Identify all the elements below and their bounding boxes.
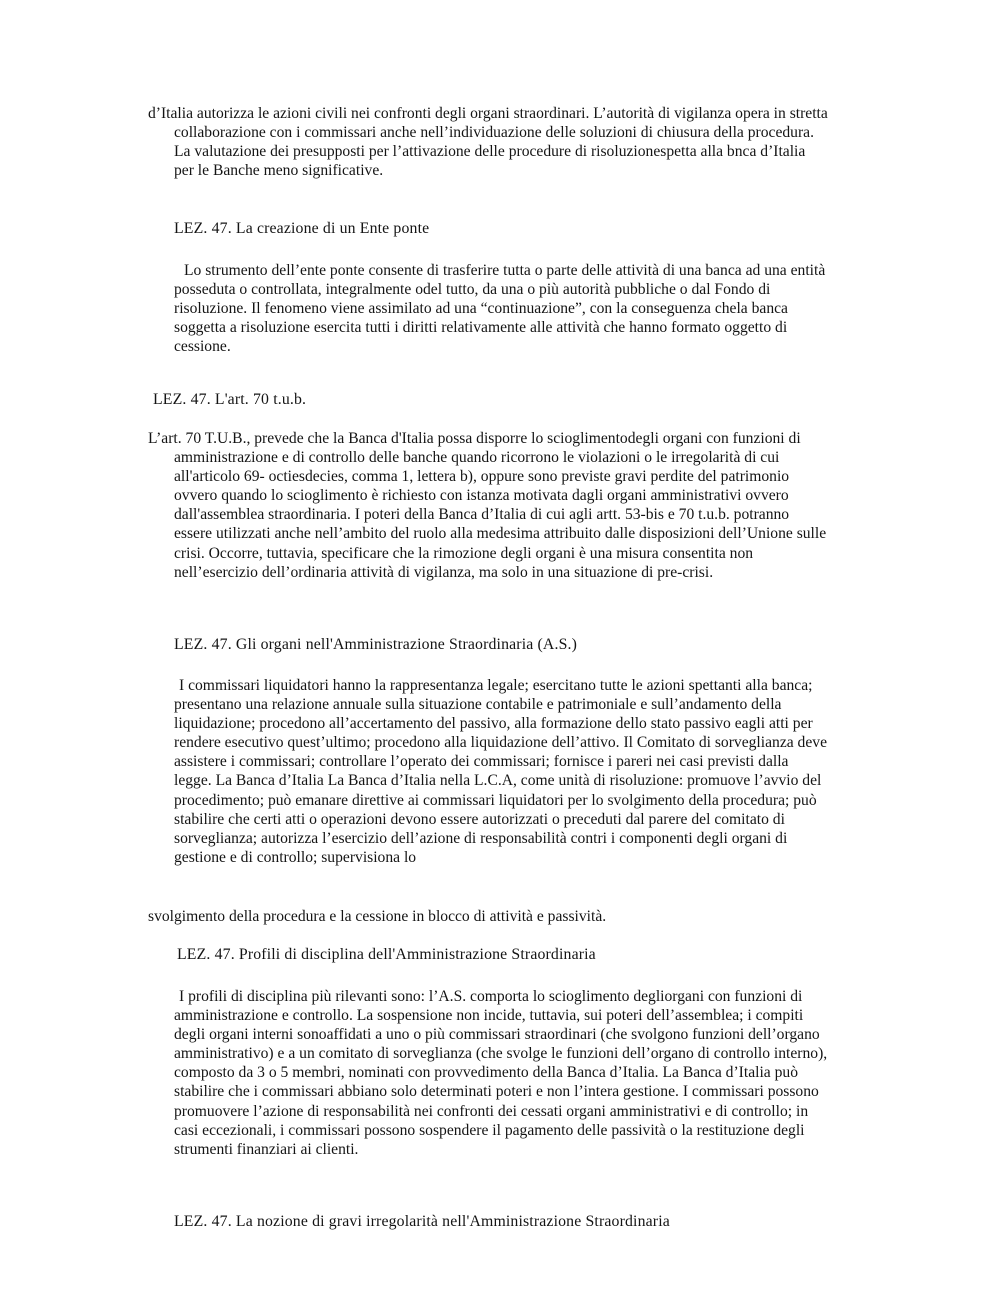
paragraph-profili-disciplina: I profili di disciplina più rilevanti sono: l’A.S. comporta lo scioglimento degliorgani con funzioni di amministrazione e controllo. La sospensione non incide, tuttavia, sui poteri dell’assemblea; i compiti degli organi interni sonoaffidati a uno o più commissari straordinari (che svolgono funzioni dell’organo amministrativo) e a un comitato di sorveglianza (che svolge le funzioni dell’organo di controllo interno), composto da 3 o 5 membri, nominati con provvedimento della Banca d’Italia. La Banca d’Italia può stabilire che i commissari abbiano solo determinati poteri e non l’intera gestione. I commissari possono promuovere l’azione di responsabilità nei confronti dei cessati organi amministrativi e di controllo; in casi eccezionali, i commissari possono sospendere il pagamento delle passività o la restituzione degli strumenti finanziari ai clienti. <box>174 988 828 1158</box>
heading-gravi-irregolarita: LEZ. 47. La nozione di gravi irregolarità nell'Amministrazione Straordinaria <box>174 1213 670 1230</box>
paragraph-ente-ponte: Lo strumento dell’ente ponte consente di trasferire tutta o parte delle attività di una banca ad una entità posseduta o controllata, integralmente odel tutto, da una o più autorità pubbliche o dal Fondo di risoluzione. Il fenomeno viene assimilato ad una “continuazione”, con la conseguenza chela banca soggetta a risoluzione esercita tutti i diritti relativamente alle attività che hanno formato oggetto di cessione. <box>174 262 826 356</box>
heading-ente-ponte: LEZ. 47. La creazione di un Ente ponte <box>174 220 430 237</box>
paragraph-commissari-liquidatori: I commissari liquidatori hanno la rappresentanza legale; esercitano tutte le azioni spettanti alla banca; presentano una relazione annuale sulla situazione contabile e patrimoniale e sull’andamento della liquidazione; procedono all’accertamento del passivo, alla formazione dello stato passivo eagli atti per rendere esecutivo quest’ultimo; procedono alla liquidazione dell’attivo. Il Comitato di sorveglianza deve assistere i commissari; controllare l’operato dei commissari; fornisce i pareri nei casi previsti dalla legge. La Banca d’Italia La Banca d’Italia nella L.C.A, come unità di risoluzione: promuove l’avvio del procedimento; può emanare direttive ai commissari liquidatori per lo svolgimento della procedura; può stabilire che certi atti o operazioni devono essere autorizzati o preceduti dal parere del comitato di sorveglianza; autorizza l’esercizio dell’azione di responsabilità contri i componenti degli organi di gestione e di controllo; supervisiona lo <box>174 677 827 866</box>
paragraph-vigilanza: d’Italia autorizza le azioni civili nei confronti degli organi straordinari. L’autorità di vigilanza opera in stretta collaborazione con i commissari anche nell’individuazione delle soluzioni di chiusura della procedura. La valutazione dei presupposti per l’attivazione delle procedure di risoluzionespetta alla bnca d’Italia per le Banche meno significative. <box>148 105 828 180</box>
paragraph-art-70: L’art. 70 T.U.B., prevede che la Banca d'Italia possa disporre lo scioglimentodegli organi con funzioni di amministrazione e di controllo delle banche quando ricorrono le violazioni o le irregolarità di cui all'articolo 69- octiesdecies, comma 1, lettera b), oppure sono previste gravi perdite del patrimonio ovvero quando lo scioglimento è richiesto con istanza motivata dagli organi amministrativi ovvero dall'assemblea straordinaria. I poteri della Banca d’Italia di cui agli artt. 53-bis e 70 t.u.b. potranno essere utilizzati anche nell’ambito del ruolo alla medesima attribuito dalle disposizioni dell’Unione sulle crisi. Occorre, tuttavia, specificare che la rimozione degli organi è una misura consentita non nell’esercizio dell’ordinaria attività di vigilanza, ma solo in una situazione di pre-crisi. <box>148 430 827 581</box>
paragraph-commissari-liquidatori-tail: svolgimento della procedura e la cessione in blocco di attività e passività. <box>148 908 607 925</box>
heading-organi-as: LEZ. 47. Gli organi nell'Amministrazione Straordinaria (A.S.) <box>174 636 578 653</box>
heading-art-70: LEZ. 47. L'art. 70 t.u.b. <box>153 391 307 408</box>
heading-profili-disciplina: LEZ. 47. Profili di disciplina dell'Amministrazione Straordinaria <box>177 946 596 963</box>
